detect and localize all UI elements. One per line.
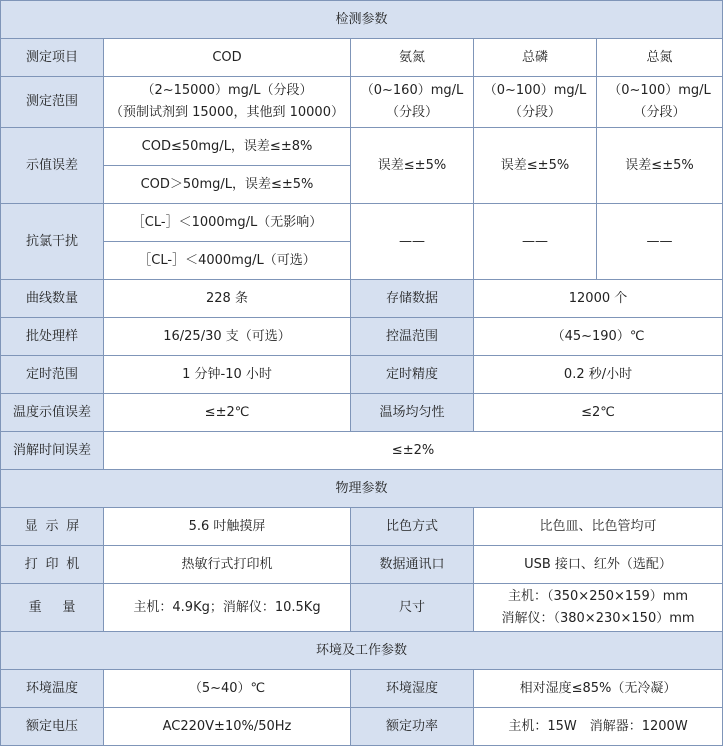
range-ammonia-line1: （0~160）mg/L xyxy=(360,83,464,98)
error-cod-low: COD≤50mg/L，误差≤±8% xyxy=(104,128,351,166)
batch-label: 批处理样 xyxy=(1,318,104,356)
item-header-total-phosphorus: 总磷 xyxy=(474,39,597,77)
range-tp-line2: （分段） xyxy=(508,105,561,120)
range-total-phosphorus xyxy=(474,77,597,128)
uniformity-label: 温场均匀性 xyxy=(351,394,474,432)
uniformity-value: ≤2℃ xyxy=(474,394,723,432)
ambient-temp-label: 环境温度 xyxy=(1,670,104,708)
timer-accuracy-label: 定时精度 xyxy=(351,356,474,394)
rated-power-label: 额定功率 xyxy=(351,708,474,746)
comm-value: USB 接口、红外（选配） xyxy=(474,546,723,584)
digest-error-label: 消解时间误差 xyxy=(1,432,104,470)
display-value: 5.6 吋触摸屏 xyxy=(104,508,351,546)
weight-value: 主机：4.9Kg；消解仪：10.5Kg xyxy=(104,584,351,632)
rated-voltage-value: AC220V±10%/50Hz xyxy=(104,708,351,746)
range-tp-line1: （0~100）mg/L xyxy=(483,83,587,98)
ambient-humidity-value: 相对湿度≤85%（无冷凝） xyxy=(474,670,723,708)
colorimetry-label: 比色方式 xyxy=(351,508,474,546)
batch-value: 16/25/30 支（可选） xyxy=(104,318,351,356)
printer-value: 热敏行式打印机 xyxy=(104,546,351,584)
printer-label xyxy=(1,546,104,584)
size-value xyxy=(474,584,723,632)
error-total-nitrogen: 误差≤±5% xyxy=(597,128,723,204)
printer-label-text: 打印机 xyxy=(24,556,88,572)
rated-voltage-label: 额定电压 xyxy=(1,708,104,746)
item-header-cod: COD xyxy=(104,39,351,77)
size-main: 主机：（350×250×159）mm xyxy=(507,588,689,604)
storage-label: 存储数据 xyxy=(351,280,474,318)
storage-value: 12000 个 xyxy=(474,280,723,318)
comm-label: 数据通讯口 xyxy=(351,546,474,584)
range-cod xyxy=(104,77,351,128)
error-cod-high: COD＞50mg/L，误差≤±5% xyxy=(104,166,351,204)
colorimetry-value: 比色皿、比色管均可 xyxy=(474,508,723,546)
temp-error-label: 温度示值误差 xyxy=(1,394,104,432)
range-tn-line1: （0~100）mg/L xyxy=(608,83,711,98)
digest-error-value: ≤±2% xyxy=(104,432,723,470)
size-digester: 消解仪：（380×230×150）mm xyxy=(501,610,695,626)
error-total-phosphorus: 误差≤±5% xyxy=(474,128,597,204)
timer-value: 1 分钟-10 小时 xyxy=(104,356,351,394)
item-header-total-nitrogen: 总氮 xyxy=(597,39,723,77)
curves-value: 228 条 xyxy=(104,280,351,318)
temp-range-label: 控温范围 xyxy=(351,318,474,356)
curves-label: 曲线数量 xyxy=(1,280,104,318)
section-title-environment: 环境及工作参数 xyxy=(1,632,723,670)
chloride-total-nitrogen: —— xyxy=(597,204,723,280)
range-cod-line2: （预制试剂到 15000，其他到 10000） xyxy=(110,105,344,120)
section-title-detection: 检测参数 xyxy=(1,1,723,39)
item-header-ammonia: 氨氮 xyxy=(351,39,474,77)
display-label xyxy=(1,508,104,546)
range-label: 测定范围 xyxy=(1,77,104,128)
size-label: 尺寸 xyxy=(351,584,474,632)
chloride-cod-b: ［CL-］＜4000mg/L（可选） xyxy=(104,242,351,280)
range-total-nitrogen xyxy=(597,77,723,128)
display-label-text: 显示屏 xyxy=(24,518,88,534)
error-label: 示值误差 xyxy=(1,128,104,204)
timer-accuracy-value: 0.2 秒/小时 xyxy=(474,356,723,394)
rated-power-value: 主机：15W 消解器：1200W xyxy=(474,708,723,746)
timer-label: 定时范围 xyxy=(1,356,104,394)
weight-label xyxy=(1,584,104,632)
range-cod-line1: （2~15000）mg/L（分段） xyxy=(141,83,313,98)
chloride-ammonia: —— xyxy=(351,204,474,280)
range-ammonia-line2: （分段） xyxy=(385,105,438,120)
range-tn-line2: （分段） xyxy=(633,105,686,120)
temp-error-value: ≤±2℃ xyxy=(104,394,351,432)
ambient-temp-value: （5~40）℃ xyxy=(104,670,351,708)
weight-label-text: 重量 xyxy=(28,599,97,615)
temp-range-value: （45~190）℃ xyxy=(474,318,723,356)
error-ammonia: 误差≤±5% xyxy=(351,128,474,204)
section-title-physical: 物理参数 xyxy=(1,470,723,508)
chloride-label: 抗氯干扰 xyxy=(1,204,104,280)
range-ammonia xyxy=(351,77,474,128)
chloride-total-phosphorus: —— xyxy=(474,204,597,280)
item-header-label: 测定项目 xyxy=(1,39,104,77)
chloride-cod-a: ［CL-］＜1000mg/L（无影响） xyxy=(104,204,351,242)
ambient-humidity-label: 环境湿度 xyxy=(351,670,474,708)
